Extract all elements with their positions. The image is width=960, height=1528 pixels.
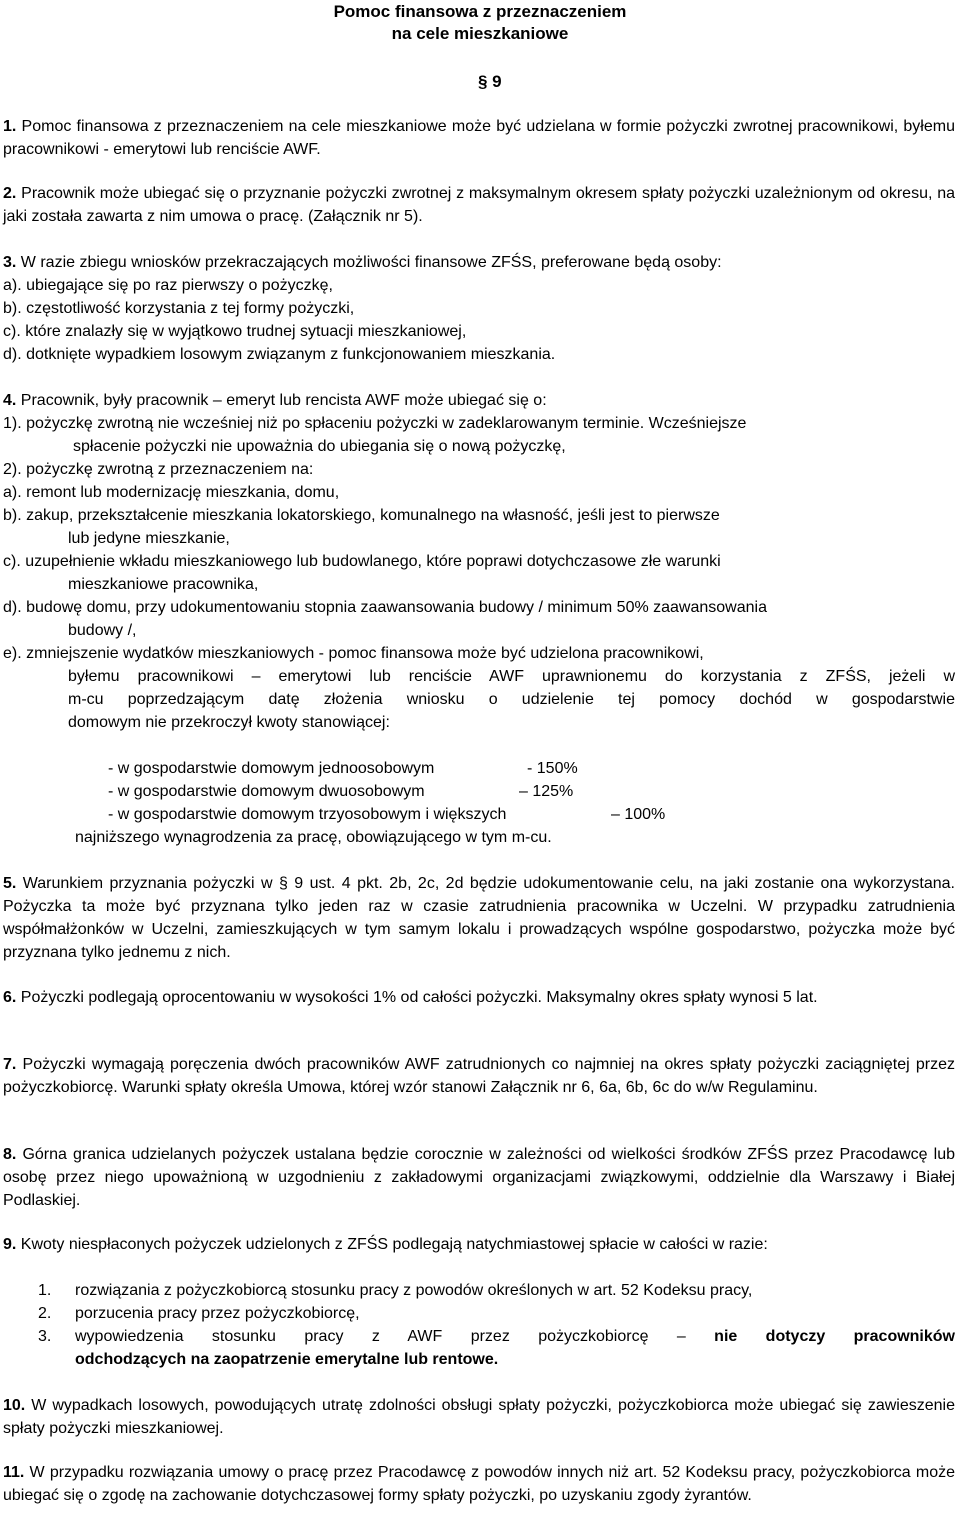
list-item-continuation: budowy /, [68, 622, 137, 639]
paragraph-text: Kwoty niespłaconych pożyczek udzielonych z ZFŚS podlegają natychmiastowej spłacie w całości w razie: [20, 1236, 768, 1253]
paragraph-number: 9. [3, 1236, 17, 1253]
paragraph-text: Górna granica udzielanych pożyczek ustalana będzie corocznie w zależności od wielkości środków ZFŚS przez Pracodawcę lub osobę przez niego upoważnioną w uzgodnieniu z zakładowymi organizacjami związkowymi, oddzielnie dla Warszawy i Białej Podlaskiej. [3, 1146, 956, 1209]
paragraph-text: W wypadkach losowych, powodujących utratę zdolności obsługi spłaty pożyczki, pożyczkobiorca może ubiegać się zawieszenie spłaty pożyczki mieszkaniowej. [3, 1397, 955, 1437]
list-item [75, 1325, 955, 1348]
document-title-line2: na cele mieszkaniowe [391, 24, 569, 43]
paragraph-number: 4. [3, 392, 17, 409]
document-title-line1: Pomoc finansowa z przeznaczeniem [333, 2, 627, 21]
list-item-emphasis: odchodzących na zaopatrzenie emerytalne lub rentowe. [75, 1351, 499, 1368]
paragraph-text: W razie zbiegu wniosków przekraczających możliwości finansowe ZFŚS, preferowane będą osoby: [20, 254, 722, 271]
paragraph-number: 1. [3, 118, 17, 135]
paragraph-1 [3, 115, 955, 161]
wage-note: najniższego wynagrodzenia za pracę, obowiązującego w tym m-cu. [75, 829, 552, 846]
list-item: d). budowę domu, przy udokumentowaniu stopnia zaawansowania budowy / minimum 50% zaawansowania [3, 599, 767, 616]
list-item: d). dotknięte wypadkiem losowym związanym z funkcjonowaniem mieszkania. [3, 346, 556, 363]
household-threshold-label: - w gospodarstwie domowym jednoosobowym [108, 760, 435, 777]
household-threshold-label: - w gospodarstwie domowym trzyosobowym i większych [108, 806, 507, 823]
list-item: c). które znalazły się w wyjątkowo trudnej sytuacji mieszkaniowej, [3, 323, 467, 340]
list-item: rozwiązania z pożyczkobiorcą stosunku pracy z powodów określonych w art. 52 Kodeksu pracy, [75, 1282, 753, 1299]
list-item-text: wypowiedzenia stosunku pracy z AWF przez pożyczkobiorcę – [75, 1328, 686, 1345]
household-threshold-value: – 100% [611, 806, 666, 823]
paragraph-number: 11. [3, 1464, 25, 1481]
paragraph-number: 8. [3, 1146, 17, 1163]
list-number: 3. [38, 1328, 52, 1345]
list-item: e). zmniejszenie wydatków mieszkaniowych - pomoc finansowa może być udzielona pracownikowi, [3, 645, 704, 662]
list-item: 2). pożyczkę zwrotną z przeznaczeniem na: [3, 461, 314, 478]
list-item-continuation: lub jedyne mieszkanie, [68, 530, 230, 547]
list-item-continuation: mieszkaniowe pracownika, [68, 576, 259, 593]
list-item-continuation: byłemu pracownikowi – emerytowi lub renciście AWF uprawnionemu do korzystania z ZFŚS, jeżeli w [68, 668, 955, 685]
section-mark: § 9 [478, 72, 502, 91]
household-threshold-value: – 125% [519, 783, 574, 800]
list-item-continuation: m-cu poprzedzającym datę złożenia wniosku o udzielenie tej pomocy dochód w gospodarstwie [68, 691, 955, 708]
paragraph-9 [3, 1233, 768, 1256]
list-item: b). zakup, przekształcenie mieszkania lokatorskiego, komunalnego na własność, jeśli jest to pierwsze [3, 507, 720, 524]
list-item-emphasis: nie dotyczy pracowników [714, 1328, 955, 1345]
paragraph-11 [3, 1461, 955, 1507]
paragraph-text: Pracownik może ubiegać się o przyznanie pożyczki zwrotnej z maksymalnym okresem spłaty pożyczki uzależnionym od okresu, na jaki została zawarta z nim umowa o pracę. (Załącznik nr 5). [3, 185, 955, 225]
list-number: 2. [38, 1305, 52, 1322]
paragraph-4 [3, 389, 547, 412]
paragraph-3 [3, 251, 722, 274]
paragraph-5 [3, 872, 955, 964]
list-item-continuation: domowym nie przekroczył kwoty stanowiącej: [68, 714, 390, 731]
paragraph-number: 6. [3, 989, 17, 1006]
paragraph-text: Pożyczki wymagają poręczenia dwóch pracowników AWF zatrudnionych co najmniej na okres spłaty pożyczki zaciągniętej przez pożyczkobiorcę. Warunki spłaty określa Umowa, której wzór stanowi Załącznik nr 6, 6a, 6b, 6c do w/w Regulaminu. [3, 1056, 956, 1096]
paragraph-8 [3, 1143, 955, 1212]
household-threshold-label: - w gospodarstwie domowym dwuosobowym [108, 783, 425, 800]
paragraph-2 [3, 182, 955, 228]
paragraph-number: 5. [3, 875, 17, 892]
list-item: a). remont lub modernizację mieszkania, domu, [3, 484, 340, 501]
paragraph-number: 2. [3, 185, 17, 202]
paragraph-text: Pożyczki podlegają oprocentowaniu w wysokości 1% od całości pożyczki. Maksymalny okres spłaty wynosi 5 lat. [20, 989, 818, 1006]
household-threshold-value: - 150% [527, 760, 578, 777]
list-item: 1). pożyczkę zwrotną nie wcześniej niż po spłaceniu pożyczki w zadeklarowanym terminie. Wcześniejsze [3, 415, 747, 432]
list-item-continuation: spłacenie pożyczki nie upoważnia do ubiegania się o nową pożyczkę, [73, 438, 566, 455]
paragraph-7 [3, 1053, 955, 1099]
paragraph-10 [3, 1394, 955, 1440]
paragraph-text: W przypadku rozwiązania umowy o pracę przez Pracodawcę z powodów innych niż art. 52 Kodeksu pracy, pożyczkobiorca może ubiegać się o zgodę na zachowanie dotychczasowej formy spłaty pożyczki, po uzyskaniu zgody żyrantów. [3, 1464, 956, 1504]
paragraph-number: 7. [3, 1056, 17, 1073]
paragraph-text: Pomoc finansowa z przeznaczeniem na cele mieszkaniowe może być udzielana w formie pożyczki zwrotnej pracownikowi, byłemu pracownikowi - emerytowi lub renciście AWF. [3, 118, 955, 158]
paragraph-number: 10. [3, 1397, 26, 1414]
list-item: b). częstotliwość korzystania z tej formy pożyczki, [3, 300, 355, 317]
paragraph-6 [3, 986, 955, 1009]
list-item: c). uzupełnienie wkładu mieszkaniowego lub budowlanego, które poprawi dotychczasowe złe warunki [3, 553, 721, 570]
list-item: porzucenia pracy przez pożyczkobiorcę, [75, 1305, 360, 1322]
paragraph-number: 3. [3, 254, 17, 271]
list-number: 1. [38, 1282, 52, 1299]
paragraph-text: Pracownik, były pracownik – emeryt lub rencista AWF może ubiegać się o: [20, 392, 547, 409]
paragraph-text: Warunkiem przyznania pożyczki w § 9 ust. 4 pkt. 2b, 2c, 2d będzie udokumentowanie celu, na jaki zostanie ona wykorzystana. Pożyczka ta może być przyznana tylko jeden raz w czasie zatrudnienia pracownika w Uczelni. W przypadku zatrudnienia współmałżonków w Uczelni, zamieszkujących w tym samym lokalu i prowadzących wspólne gospodarstwo, pożyczka może być przyznana tylko jednemu z nich. [3, 875, 955, 961]
list-item: a). ubiegające się po raz pierwszy o pożyczkę, [3, 277, 333, 294]
